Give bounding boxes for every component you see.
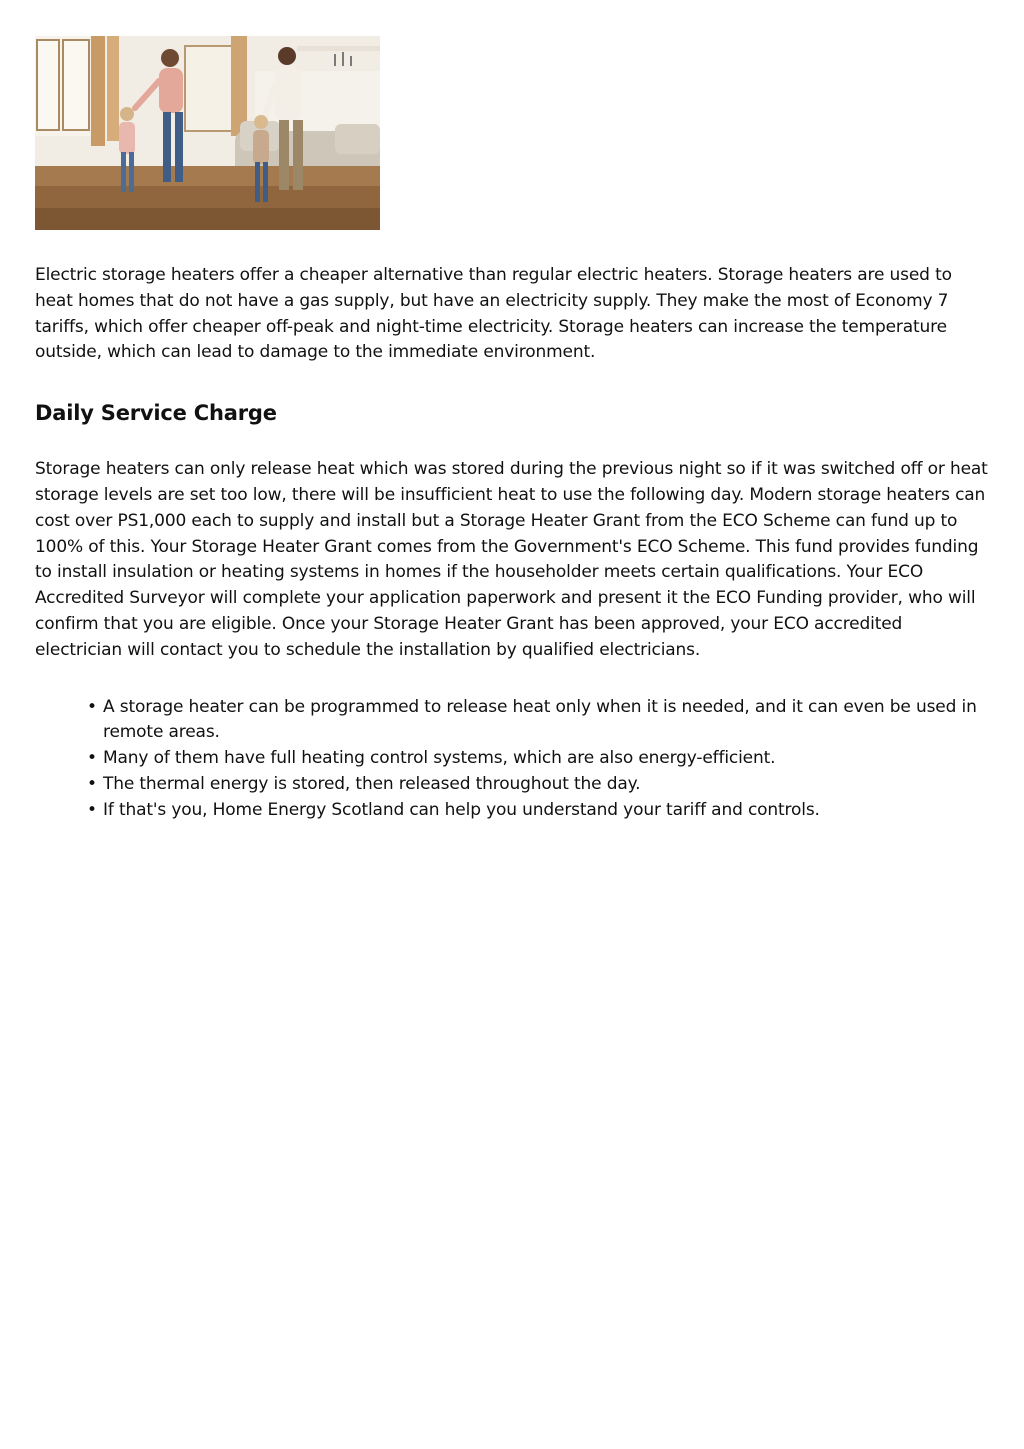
list-item (87, 746, 990, 772)
list-item (87, 772, 990, 798)
list-item-text: If that's you, Home Energy Scotland can help you understand your tariff and controls. (103, 799, 820, 820)
family-photo (35, 36, 380, 230)
article (35, 36, 990, 824)
hero-image (35, 36, 380, 230)
bullet-marker: • (87, 799, 97, 820)
list-item (87, 798, 990, 824)
bullet-marker: • (87, 696, 97, 717)
section-heading: Daily Service Charge (35, 401, 277, 426)
bullet-list (35, 695, 990, 824)
list-item-text: A storage heater can be programmed to release heat only when it is needed, and it can even be used in remote areas. (103, 696, 977, 743)
list-item (87, 695, 990, 747)
bullet-marker: • (87, 748, 97, 769)
intro-paragraph: Electric storage heaters offer a cheaper alternative than regular electric heaters. Storage heaters are used to heat homes that do not have a gas supply, but have an electricity supply. They make the most of Economy 7 tariffs, which offer cheaper off-peak and night-time electricity. Storage heaters can increase the temperature outside, which can lead to damage to the immediate environment. (35, 265, 952, 363)
section-paragraph: Storage heaters can only release heat which was stored during the previous night so if it was switched off or heat storage levels are set too low, there will be insufficient heat to use the following day. Modern storage heaters can cost over PS1,000 each to supply and install but a Storage Heater Grant from the ECO Scheme can fund up to 100% of this. Your Storage Heater Grant comes from the Government's ECO Scheme. This fund provides funding to install insulation or heating systems in homes if the householder meets certain qualifications. Your ECO Accredited Surveyor will complete your application paperwork and present it the ECO Funding provider, who will confirm that you are eligible. Once your Storage Heater Grant has been approved, your ECO accredited electrician will contact you to schedule the installation by qualified electricians. (35, 459, 988, 660)
list-item-text: The thermal energy is stored, then released throughout the day. (103, 773, 641, 794)
bullet-marker: • (87, 773, 97, 794)
list-item-text: Many of them have full heating control systems, which are also energy-efficient. (103, 748, 776, 769)
